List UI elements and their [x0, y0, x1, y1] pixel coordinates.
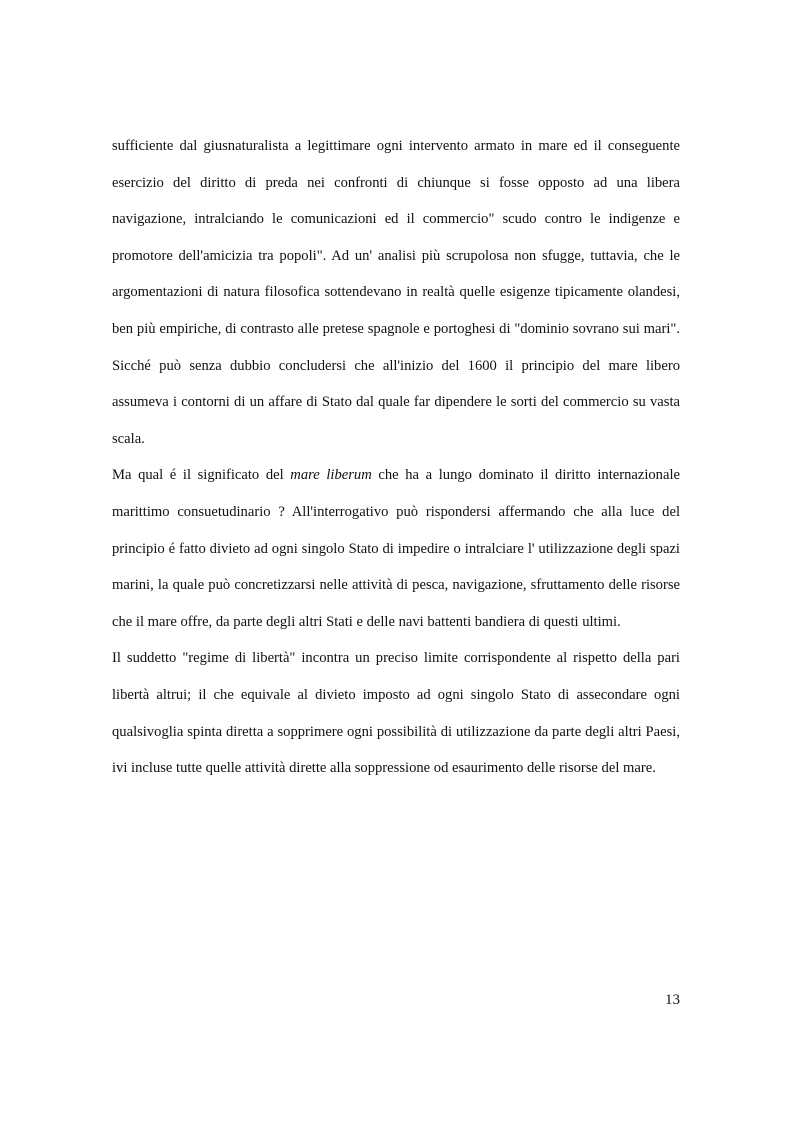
- body-text: [112, 128, 680, 787]
- paragraph-2: [112, 457, 680, 640]
- page-number: 13: [665, 992, 680, 1008]
- paragraph-2-italic-term: mare liberum: [290, 467, 372, 484]
- paragraph-3-text: Il suddetto "regime di libertà" incontra un preciso limite corrispondente al rispetto della pari libertà altrui; il che equivale al divieto imposto ad ogni singolo Stato di assecondare ogni qualsivoglia spinta diretta a sopprimere ogni possibilità di utilizzazione da parte degli altri Paesi, ivi incluse tutte quelle attività dirette alla soppressione od esaurimento delle risorse del mare.: [112, 650, 680, 777]
- paragraph-2-text-start: Ma qual é il significato del: [112, 467, 291, 484]
- paragraph-1-text: sufficiente dal giusnaturalista a legittimare ogni intervento armato in mare ed il conseguente esercizio del diritto di preda nei confronti di chiunque si fosse opposto ad una libera navigazione, intralciando le comunicazioni ed il commercio" scudo contro le indigenze e promotore dell'amicizia tra popoli". Ad un' analisi più scrupolosa non sfugge, tuttavia, che le argomentazioni di natura filosofica sottendevano in realtà quelle esigenze tipicamente olandesi, ben più empiriche, di contrasto alle pretese spagnole e portoghesi di "dominio sovrano sui mari". Sicché può senza dubbio concludersi che all'inizio del 1600 il principio del mare libero assumeva i contorni di un affare di Stato dal quale far dipendere le sorti del commercio su vasta scala.: [112, 138, 680, 447]
- paragraph-2-text-end: che ha a lungo dominato il diritto internazionale marittimo consuetudinario ? All'interrogativo può rispondersi affermando che alla luce del principio é fatto divieto ad ogni singolo Stato di impedire o intralciare l' utilizzazione degli spazi marini, la quale può concretizzarsi nelle attività di pesca, navigazione, sfruttamento delle risorse che il mare offre, da parte degli altri Stati e delle navi battenti bandiera di questi ultimi.: [112, 467, 680, 630]
- paragraph-3: [112, 640, 680, 786]
- paragraph-1: [112, 128, 680, 457]
